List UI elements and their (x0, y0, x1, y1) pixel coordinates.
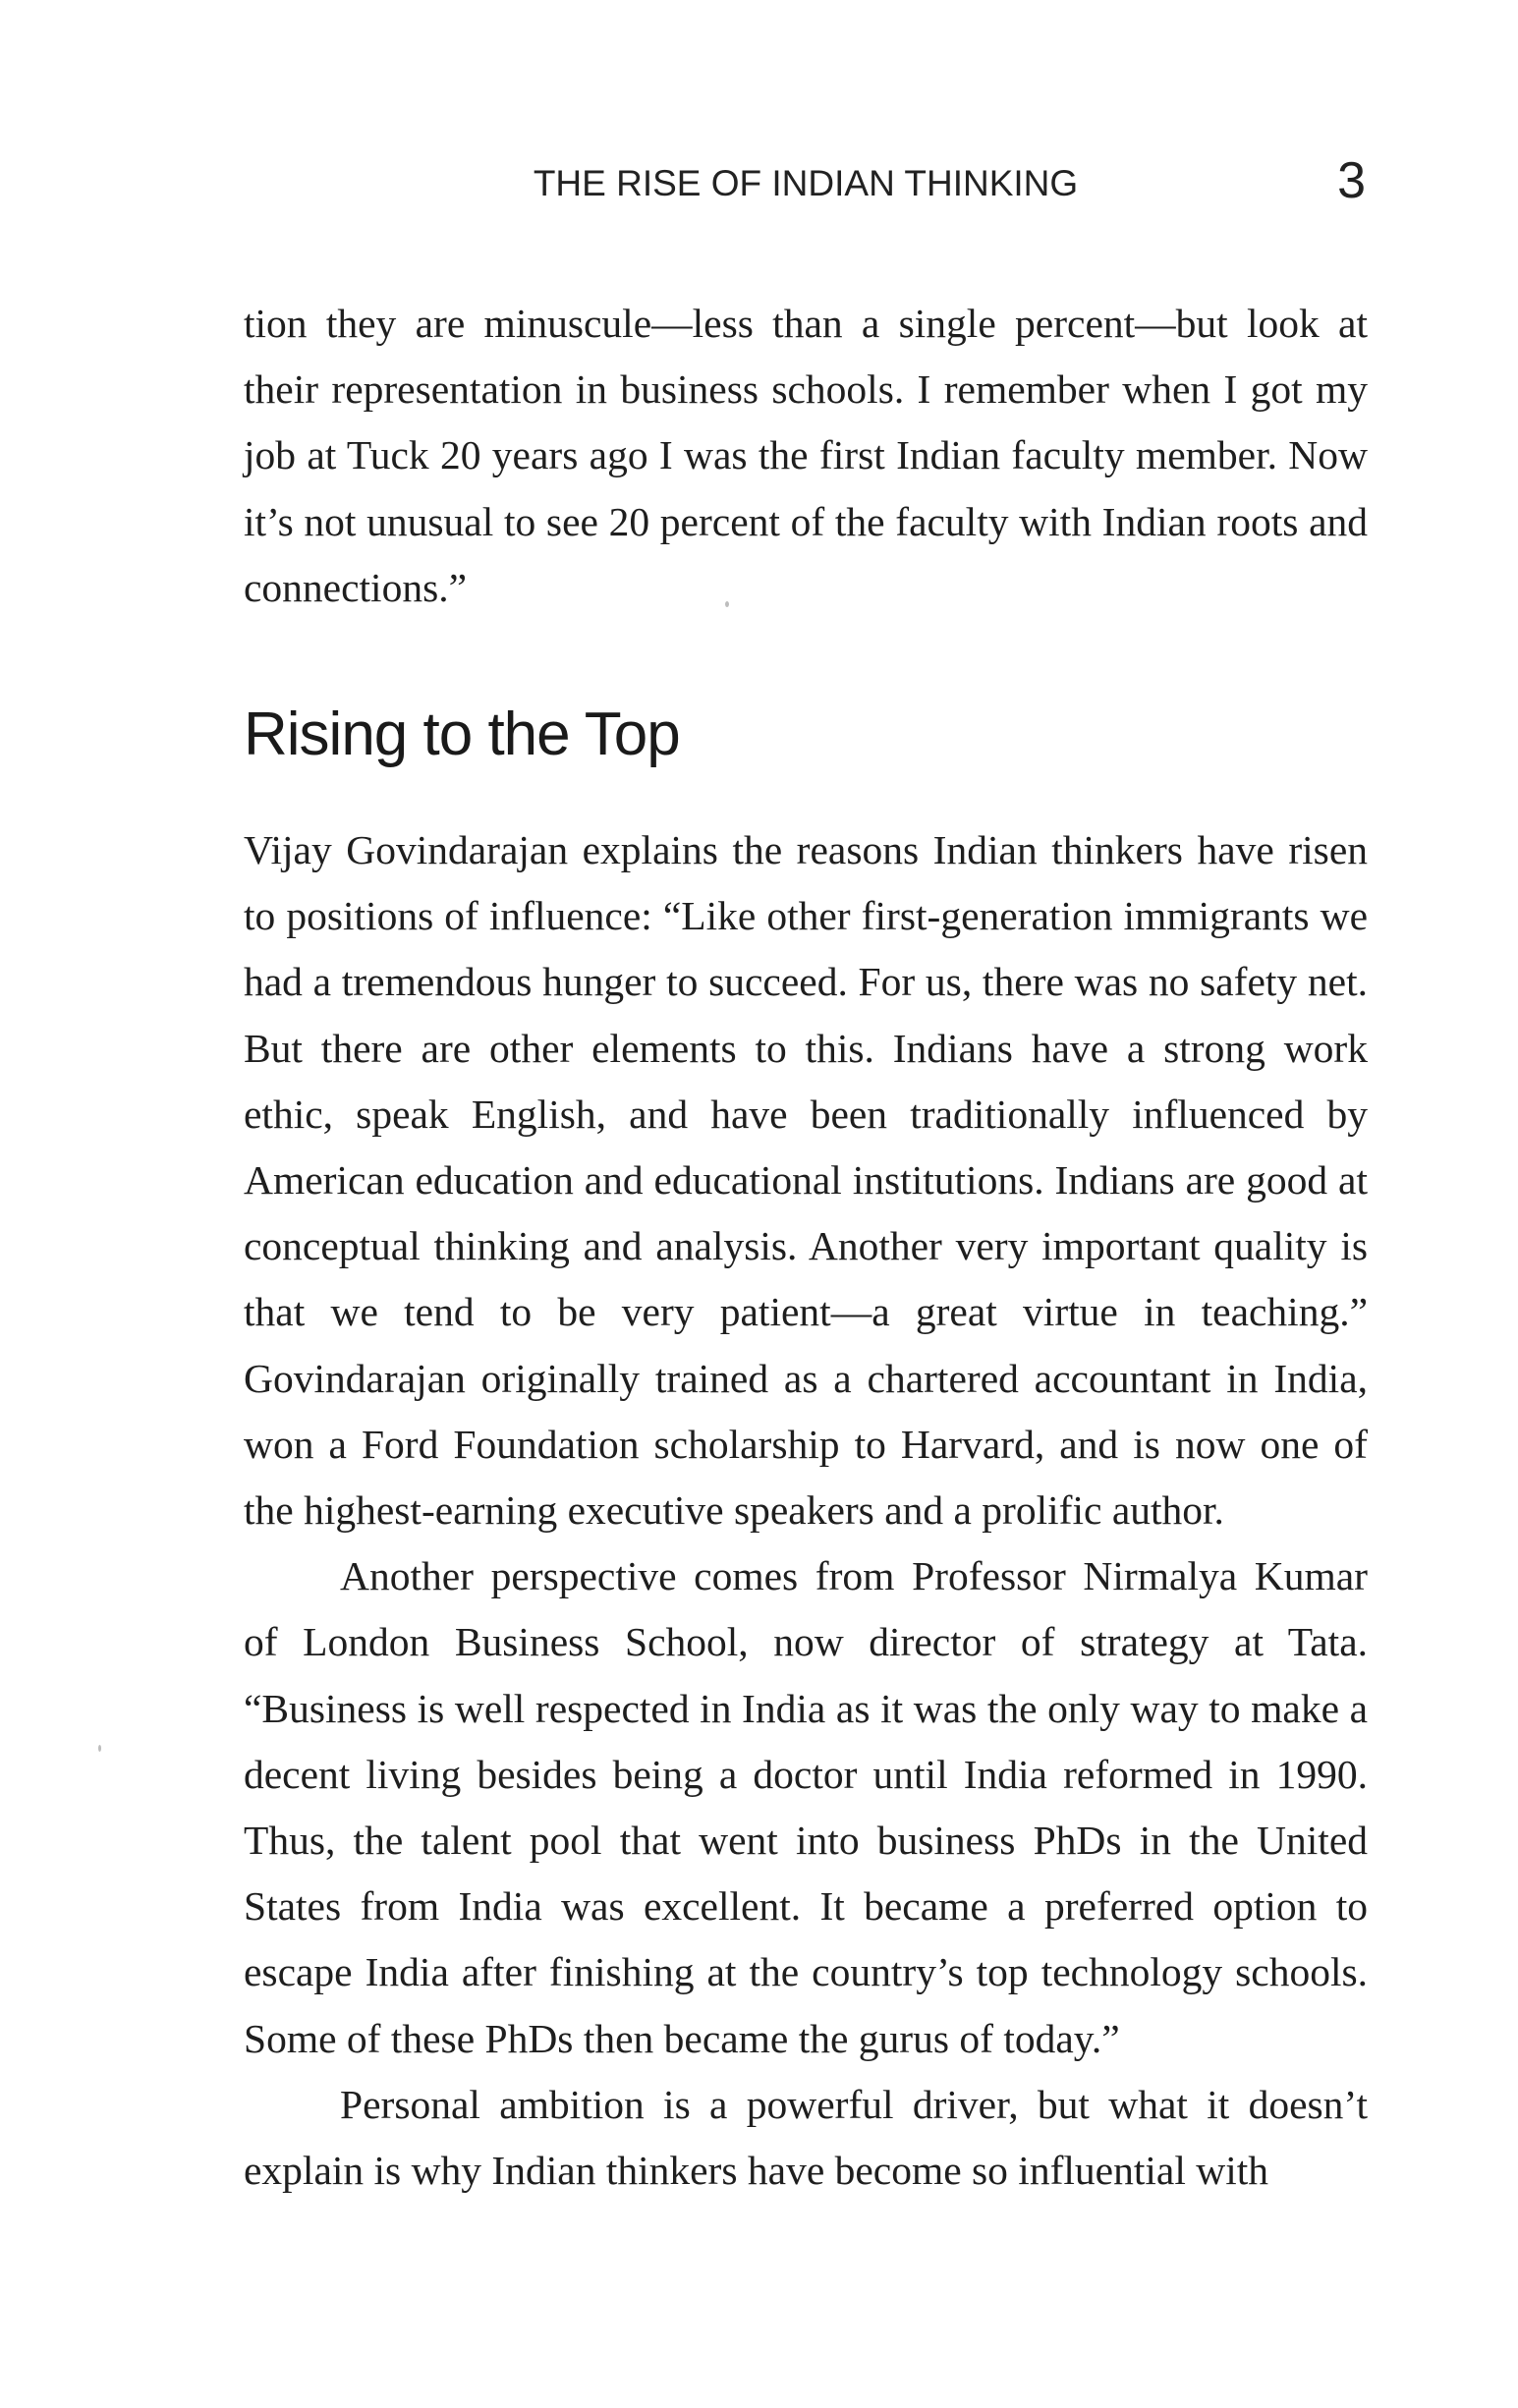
scan-speck (725, 601, 729, 607)
continuation-block (244, 291, 1368, 621)
running-title: THE RISE OF INDIAN THINKING (533, 163, 1079, 203)
body-paragraph-1: Vijay Govindarajan explains the reasons Indian thinkers have risen to positions of influence: “Like other first-generation immigrants we had a tremendous hunger to succeed. For us, there was no safety net. But there are other elements to this. Indians have a strong work ethic, speak English, and have been traditionally influenced by American education and educational institutions. Indians are good at conceptual thinking and analysis. Another very important quality is that we tend to be very patient—a great virtue in teaching.” Govindarajan originally trained as a chartered accountant in India, won a Ford Foundation scholarship to Harvard, and is now one of the highest-earning executive speakers and a prolific author. (244, 827, 1368, 1534)
section-body (244, 817, 1368, 2204)
section-heading: Rising to the Top (244, 700, 680, 768)
scan-speck (98, 1745, 101, 1752)
running-header (246, 152, 1366, 216)
body-paragraph-2: Another perspective comes from Professor Nirmalya Kumar of London Business School, now director of strategy at Tata. “Business is well respected in India as it was the only way to make a decent living besides being a doctor until India reformed in 1990. Thus, the talent pool that went into business PhDs in the United States from India was excellent. It became a preferred option to escape India after finishing at the country’s top technology schools. Some of these PhDs then became the gurus of today.” (244, 1553, 1368, 2061)
continuation-paragraph: tion they are minuscule—less than a single percent—but look at their representation in business schools. I remember when I got my job at Tuck 20 years ago I was the first Indian faculty member. Now it’s not unusual to see 20 percent of the faculty with Indian roots and connections.” (244, 301, 1368, 610)
page-number: 3 (1337, 152, 1366, 209)
body-paragraph-3: Personal ambition is a powerful driver, but what it doesn’t explain is why Indian thinkers have become so influential with (244, 2081, 1368, 2194)
